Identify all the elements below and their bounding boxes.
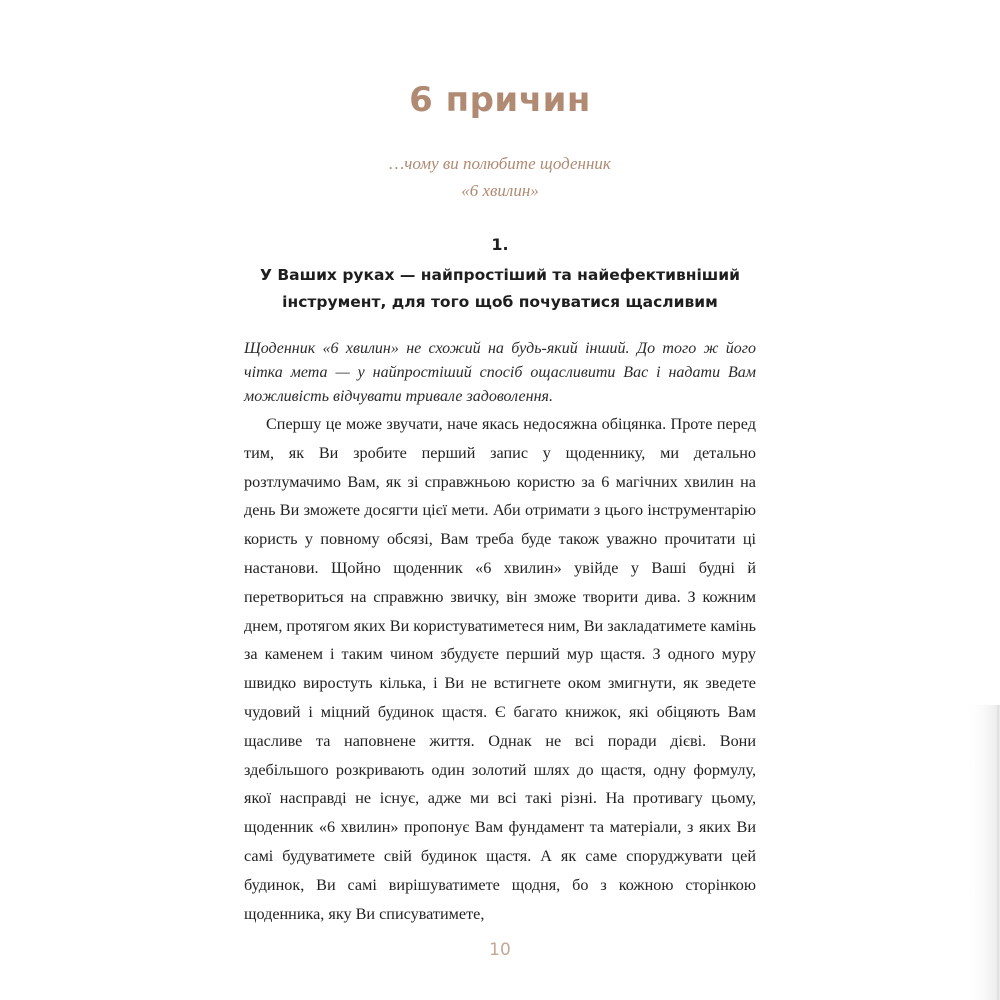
subtitle-line: …чому ви полюбите щоденник [389,154,611,173]
page-number: 10 [489,940,511,960]
book-page [244,0,756,1000]
section-heading-line: інструмент, для того щоб почуватися щасливим [282,293,718,311]
section-number: 1. [491,235,509,254]
section-heading [244,262,756,316]
chapter-subtitle [244,150,756,204]
section-heading-line: У Ваших руках — найпростіший та найефективніший [259,266,740,284]
chapter-title: 6 причин [409,80,591,120]
subtitle-line: «6 хвилин» [461,181,539,200]
intro-paragraph: Щоденник «6 хвилин» не схожий на будь-який інший. До того ж його чітка мета — у найпростіший спосіб ощасливити Вас і надати Вам можливість відчувати тривале задоволення. [244,340,756,405]
body-paragraph: Спершу це може звучати, наче якась недосяжна обіцянка. Проте перед тим, як Ви зробите перший запис у щоденнику, ми детально розтлумачимо Вам, як зі справжньою користю за 6 магічних хвилин на день Ви зможете досягти цієї мети. Аби отримати з цього інструментарію користь у повному обсязі, Вам треба буде також уважно прочитати ці настанови. Щойно щоденник «6 хвилин» увійде у Ваші будні й перетвориться на справжню звичку, він зможе творити дива. З кожним днем, протягом яких Ви користуватиметеся ним, Ви закладатимете камінь за каменем і таким чином збудуєте перший мур щастя. З одного муру швидко виростуть кілька, і Ви не встигнете оком змигнути, як зведете чудовий і міцний будинок щастя. Є багато книжок, які обіцяють Вам щасливе та наповнене життя. Однак не всі поради дієві. Вони здебільшого розкривають один золотий шлях до щастя, одну формулу, якої насправді не існує, адже ми всі такі різні. На противагу цьому, щоденник «6 хвилин» пропонує Вам фундамент та матеріали, з яких Ви самі будуватимете свій будинок щастя. А як саме споруджувати цей будинок, Ви самі вирішуватимете щодня, бо з кожною сторінкою щоденника, яку Ви списуватимете, [244,415,756,923]
